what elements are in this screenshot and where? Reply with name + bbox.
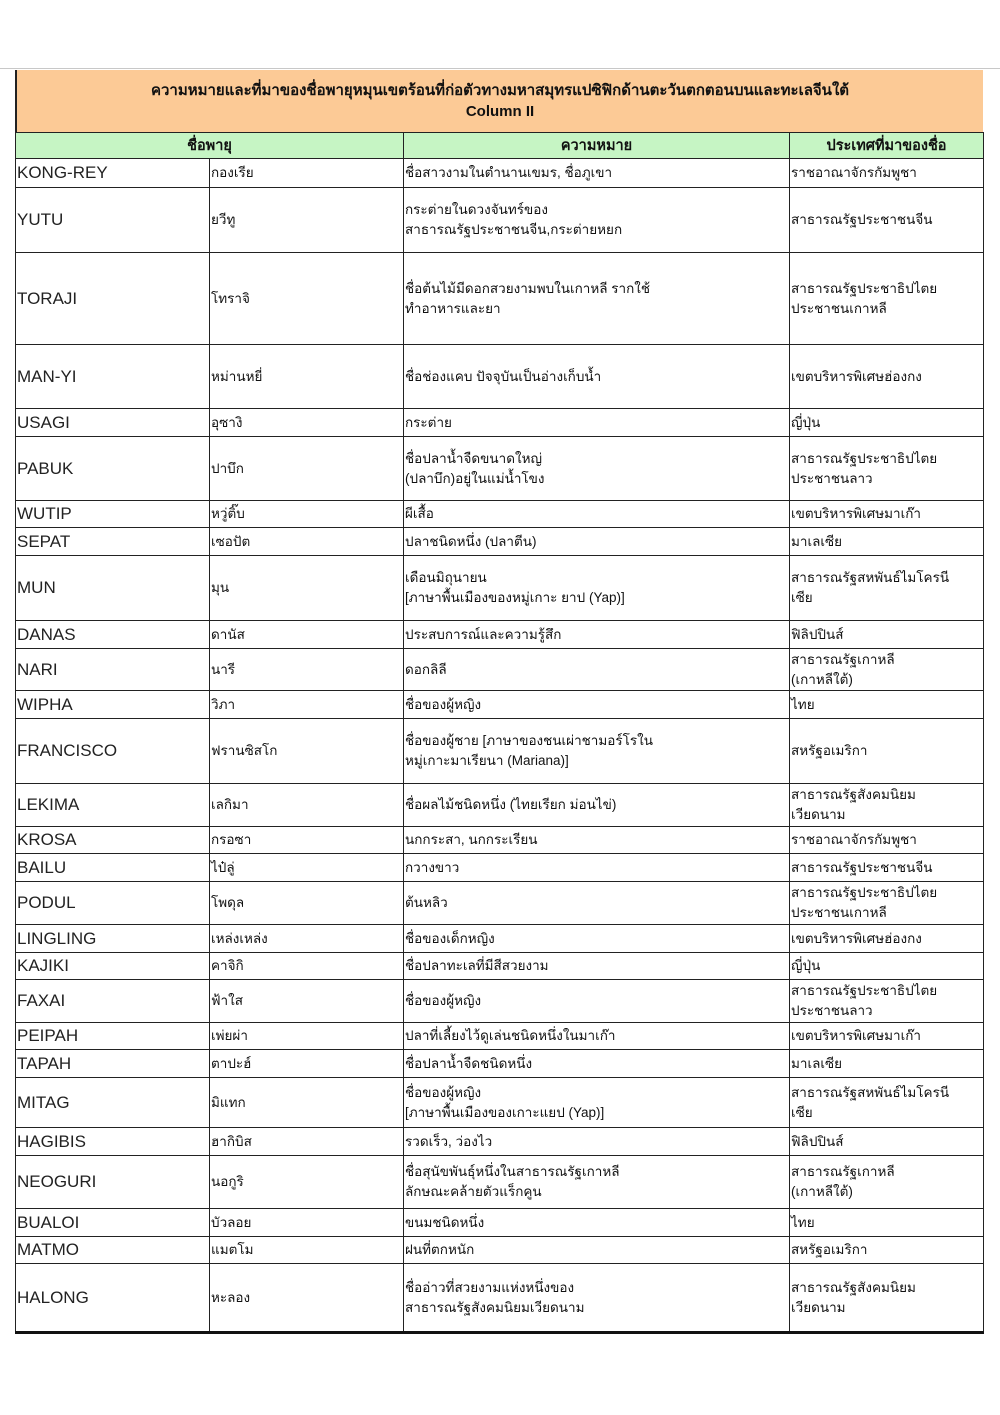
typhoon-names-sheet	[15, 70, 983, 1334]
storm-name-english: WUTIP	[16, 501, 210, 528]
storm-name-thai: บัวลอย	[210, 1209, 404, 1237]
storm-name-thai: ตาปะฮ์	[210, 1050, 404, 1078]
storm-name-meaning: ปลาที่เลี้ยงไว้ดูเล่นชนิดหนึ่งในมาเก๊า	[404, 1023, 790, 1050]
storm-name-english: HAGIBIS	[16, 1128, 210, 1156]
storm-name-meaning: ชื่อผลไม้ชนิดหนึ่ง (ไทยเรียก ม่อนไข่)	[404, 784, 790, 827]
table-body	[16, 159, 984, 1333]
storm-name-english: WIPHA	[16, 691, 210, 719]
storm-name-english: KAJIKI	[16, 953, 210, 980]
storm-name-english: MATMO	[16, 1237, 210, 1264]
storm-name-english: NARI	[16, 649, 210, 691]
table-row	[16, 345, 984, 409]
storm-name-english: LINGLING	[16, 925, 210, 953]
table-row	[16, 854, 984, 882]
origin-country: สาธารณรัฐประชาธิปไตย ประชาชนลาว	[790, 980, 984, 1023]
table-row	[16, 925, 984, 953]
storm-name-thai: เหล่งเหล่ง	[210, 925, 404, 953]
header-meaning: ความหมาย	[404, 133, 790, 159]
storm-name-english: KROSA	[16, 827, 210, 854]
table-row	[16, 1156, 984, 1209]
origin-country: สาธารณรัฐเกาหลี (เกาหลีใต้)	[790, 649, 984, 691]
table-row	[16, 253, 984, 345]
title-band	[15, 70, 983, 132]
origin-country: สหรัฐอเมริกา	[790, 1237, 984, 1264]
storm-name-thai: หม่านหยี่	[210, 345, 404, 409]
storm-name-thai: ดานัส	[210, 621, 404, 649]
table-header-row	[16, 133, 984, 159]
storm-name-meaning: ชื่อสุนัขพันธุ์หนึ่งในสาธารณรัฐเกาหลี ลักษณะคล้ายตัวแร็กคูน	[404, 1156, 790, 1209]
storm-name-english: PEIPAH	[16, 1023, 210, 1050]
storm-name-meaning: ชื่อของผู้หญิง	[404, 980, 790, 1023]
table-row	[16, 691, 984, 719]
table-row	[16, 719, 984, 784]
origin-country: ราชอาณาจักรกัมพูชา	[790, 159, 984, 188]
origin-country: ราชอาณาจักรกัมพูชา	[790, 827, 984, 854]
storm-name-meaning: เดือนมิถุนายน [ภาษาพื้นเมืองของหมู่เกาะ ยาป (Yap)]	[404, 556, 790, 621]
storm-name-english: MUN	[16, 556, 210, 621]
storm-name-thai: โทราจิ	[210, 253, 404, 345]
storm-name-thai: มิแทก	[210, 1078, 404, 1128]
origin-country: สาธารณรัฐสังคมนิยม เวียดนาม	[790, 784, 984, 827]
storm-name-english: HALONG	[16, 1264, 210, 1333]
storm-name-thai: นอกูริ	[210, 1156, 404, 1209]
origin-country: ฟิลิปปินส์	[790, 1128, 984, 1156]
origin-country: ไทย	[790, 691, 984, 719]
origin-country: สาธารณรัฐประชาธิปไตย ประชาชนเกาหลี	[790, 882, 984, 925]
typhoon-names-table	[15, 132, 984, 1334]
origin-country: ญี่ปุ่น	[790, 953, 984, 980]
origin-country: ญี่ปุ่น	[790, 409, 984, 437]
storm-name-thai: อุซางิ	[210, 409, 404, 437]
storm-name-thai: ยวีทู	[210, 188, 404, 253]
storm-name-meaning: รวดเร็ว, ว่องไว	[404, 1128, 790, 1156]
storm-name-english: KONG-REY	[16, 159, 210, 188]
storm-name-meaning: ชื่อของผู้หญิง	[404, 691, 790, 719]
storm-name-meaning: ชื่อปลาน้ำจืดขนาดใหญ่ (ปลาบึก)อยู่ในแม่น้ำโขง	[404, 437, 790, 501]
header-storm-name: ชื่อพายุ	[16, 133, 404, 159]
table-row	[16, 784, 984, 827]
table-row	[16, 827, 984, 854]
origin-country: เขตบริหารพิเศษมาเก๊า	[790, 501, 984, 528]
table-row	[16, 1078, 984, 1128]
origin-country: สาธารณรัฐประชาธิปไตย ประชาชนเกาหลี	[790, 253, 984, 345]
table-row	[16, 1209, 984, 1237]
header-origin-country: ประเทศที่มาของชื่อ	[790, 133, 984, 159]
table-row	[16, 649, 984, 691]
storm-name-meaning: ปลาชนิดหนึ่ง (ปลาตีน)	[404, 528, 790, 556]
storm-name-english: BUALOI	[16, 1209, 210, 1237]
storm-name-meaning: ชื่อปลาน้ำจืดชนิดหนึ่ง	[404, 1050, 790, 1078]
origin-country: เขตบริหารพิเศษฮ่องกง	[790, 925, 984, 953]
storm-name-meaning: กวางขาว	[404, 854, 790, 882]
storm-name-thai: กองเรีย	[210, 159, 404, 188]
table-row	[16, 882, 984, 925]
storm-name-meaning: นกกระสา, นกกระเรียน	[404, 827, 790, 854]
document-subtitle: Column II	[465, 103, 535, 120]
table-row	[16, 1128, 984, 1156]
storm-name-meaning: กระต่าย	[404, 409, 790, 437]
origin-country: สาธารณรัฐประชาชนจีน	[790, 854, 984, 882]
storm-name-thai: หวู่ติ๊บ	[210, 501, 404, 528]
table-row	[16, 1264, 984, 1333]
storm-name-meaning: ชื่อของผู้หญิง [ภาษาพื้นเมืองของเกาะแยป (Yap)]	[404, 1078, 790, 1128]
storm-name-thai: ฮากิบิส	[210, 1128, 404, 1156]
origin-country: สาธารณรัฐเกาหลี (เกาหลีใต้)	[790, 1156, 984, 1209]
page-top-rule	[0, 68, 1000, 69]
origin-country: สาธารณรัฐสังคมนิยม เวียดนาม	[790, 1264, 984, 1333]
table-row	[16, 409, 984, 437]
storm-name-meaning: ชื่อต้นไม้มีดอกสวยงามพบในเกาหลี รากใช้ ทำอาหารและยา	[404, 253, 790, 345]
table-row	[16, 501, 984, 528]
table-row	[16, 953, 984, 980]
table-row	[16, 159, 984, 188]
storm-name-thai: เพ่ยผ่า	[210, 1023, 404, 1050]
storm-name-meaning: ฝนที่ตกหนัก	[404, 1237, 790, 1264]
storm-name-english: PABUK	[16, 437, 210, 501]
storm-name-english: BAILU	[16, 854, 210, 882]
storm-name-english: NEOGURI	[16, 1156, 210, 1209]
storm-name-meaning: ต้นหลิว	[404, 882, 790, 925]
table-row	[16, 188, 984, 253]
origin-country: สหรัฐอเมริกา	[790, 719, 984, 784]
storm-name-meaning: กระต่ายในดวงจันทร์ของ สาธารณรัฐประชาชนจีน,กระต่ายหยก	[404, 188, 790, 253]
storm-name-meaning: ชื่ออ่าวที่สวยงามแห่งหนึ่งของ สาธารณรัฐสังคมนิยมเวียดนาม	[404, 1264, 790, 1333]
storm-name-meaning: ประสบการณ์และความรู้สึก	[404, 621, 790, 649]
origin-country: เขตบริหารพิเศษฮ่องกง	[790, 345, 984, 409]
storm-name-thai: หะลอง	[210, 1264, 404, 1333]
storm-name-meaning: ชื่อช่องแคบ ปัจจุบันเป็นอ่างเก็บน้ำ	[404, 345, 790, 409]
storm-name-english: FAXAI	[16, 980, 210, 1023]
storm-name-thai: คาจิกิ	[210, 953, 404, 980]
storm-name-meaning: ชื่อของเด็กหญิง	[404, 925, 790, 953]
storm-name-thai: โพดุล	[210, 882, 404, 925]
storm-name-thai: ไป๋ลู่	[210, 854, 404, 882]
storm-name-thai: กรอซา	[210, 827, 404, 854]
table-row	[16, 437, 984, 501]
storm-name-english: TAPAH	[16, 1050, 210, 1078]
storm-name-thai: วิภา	[210, 691, 404, 719]
table-row	[16, 528, 984, 556]
origin-country: ไทย	[790, 1209, 984, 1237]
storm-name-thai: ฟ้าใส	[210, 980, 404, 1023]
table-row	[16, 1050, 984, 1078]
storm-name-english: TORAJI	[16, 253, 210, 345]
storm-name-thai: เลกิมา	[210, 784, 404, 827]
storm-name-thai: มุน	[210, 556, 404, 621]
origin-country: สาธารณรัฐประชาชนจีน	[790, 188, 984, 253]
storm-name-english: DANAS	[16, 621, 210, 649]
table-row	[16, 1023, 984, 1050]
origin-country: มาเลเซีย	[790, 1050, 984, 1078]
table-row	[16, 980, 984, 1023]
storm-name-thai: เซอปัต	[210, 528, 404, 556]
storm-name-meaning: ชื่อของผู้ชาย [ภาษาของชนเผ่าชามอร์โรใน หมู่เกาะมาเรียนา (Mariana)]	[404, 719, 790, 784]
origin-country: ฟิลิปปินส์	[790, 621, 984, 649]
storm-name-meaning: ชื่อสาวงามในตำนานเขมร, ชื่อภูเขา	[404, 159, 790, 188]
storm-name-english: FRANCISCO	[16, 719, 210, 784]
storm-name-thai: ปาบึก	[210, 437, 404, 501]
origin-country: เขตบริหารพิเศษมาเก๊า	[790, 1023, 984, 1050]
storm-name-english: MITAG	[16, 1078, 210, 1128]
table-row	[16, 621, 984, 649]
storm-name-meaning: ดอกลิลี	[404, 649, 790, 691]
document-title: ความหมายและที่มาของชื่อพายุหมุนเขตร้อนที่ก่อตัวทางมหาสมุทรแปซิฟิกด้านตะวันตกตอนบนและทะเลจีนใต้	[150, 82, 850, 99]
origin-country: สาธารณรัฐสหพันธ์ไมโครนี เซีย	[790, 556, 984, 621]
storm-name-english: SEPAT	[16, 528, 210, 556]
storm-name-english: USAGI	[16, 409, 210, 437]
storm-name-english: YUTU	[16, 188, 210, 253]
table-row	[16, 1237, 984, 1264]
storm-name-meaning: ชื่อปลาทะเลที่มีสีสวยงาม	[404, 953, 790, 980]
origin-country: สาธารณรัฐประชาธิปไตย ประชาชนลาว	[790, 437, 984, 501]
storm-name-thai: แมตโม	[210, 1237, 404, 1264]
origin-country: มาเลเซีย	[790, 528, 984, 556]
table-row	[16, 556, 984, 621]
origin-country: สาธารณรัฐสหพันธ์ไมโครนี เซีย	[790, 1078, 984, 1128]
storm-name-meaning: ขนมชนิดหนึ่ง	[404, 1209, 790, 1237]
storm-name-thai: ฟรานซิสโก	[210, 719, 404, 784]
storm-name-english: PODUL	[16, 882, 210, 925]
storm-name-english: MAN-YI	[16, 345, 210, 409]
storm-name-english: LEKIMA	[16, 784, 210, 827]
storm-name-thai: นารี	[210, 649, 404, 691]
storm-name-meaning: ผีเสื้อ	[404, 501, 790, 528]
